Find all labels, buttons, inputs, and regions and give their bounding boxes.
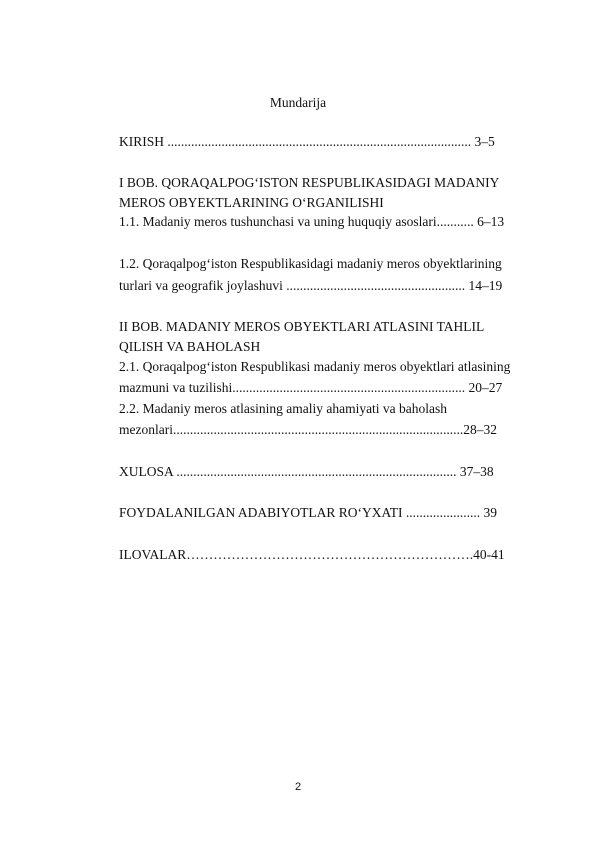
- toc-entry-chapter-1-line-2[interactable]: MEROS OBYEKTLARINING O‘RGANILISHI: [119, 195, 384, 210]
- toc-entry-section-1-1[interactable]: 1.1. Madaniy meros tushunchasi va uning huquqiy asoslari........... 6–13: [119, 214, 505, 229]
- toc-entry-chapter-1-line-1[interactable]: I BOB. QORAQALPOG‘ISTON RESPUBLIKASIDAGI MADANIY: [119, 175, 500, 190]
- toc-entry-ilovalar[interactable]: ILOVALAR……………………………………………………….40-41: [119, 547, 505, 562]
- toc-entry-kirish[interactable]: KIRISH .......................................................................................... 3–5: [119, 134, 495, 149]
- page-title: Mundarija: [269, 95, 327, 110]
- toc-entry-section-1-2-line-2[interactable]: turlari va geografik joylashuvi ..................................................... 14–19: [119, 278, 503, 293]
- toc-entry-section-2-1-line-2[interactable]: mazmuni va tuzilishi..................................................................... 20–27: [119, 380, 503, 395]
- toc-entry-chapter-2-line-1[interactable]: II BOB. MADANIY MEROS OBYEKTLARI ATLASINI TAHLIL: [119, 319, 485, 334]
- toc-entry-xulosa[interactable]: XULOSA ................................................................................... 37–38: [119, 464, 494, 479]
- toc-entry-bibliography[interactable]: FOYDALANILGAN ADABIYOTLAR RO‘YXATI ...................... 39: [119, 505, 497, 520]
- toc-entry-chapter-2-line-2[interactable]: QILISH VA BAHOLASH: [119, 339, 261, 354]
- toc-entry-section-2-1-line-1[interactable]: 2.1. Qoraqalpog‘iston Respublikasi madaniy meros obyektlari atlasining: [119, 359, 511, 374]
- page-number: 2: [294, 781, 302, 793]
- toc-entry-section-2-2-line-2[interactable]: mezonlari......................................................................................28–32: [119, 422, 497, 437]
- toc-entry-section-1-2-line-1[interactable]: 1.2. Qoraqalpog‘iston Respublikasidagi madaniy meros obyektlarining: [119, 256, 502, 271]
- toc-entry-section-2-2-line-1[interactable]: 2.2. Madaniy meros atlasining amaliy ahamiyati va baholash: [119, 401, 448, 416]
